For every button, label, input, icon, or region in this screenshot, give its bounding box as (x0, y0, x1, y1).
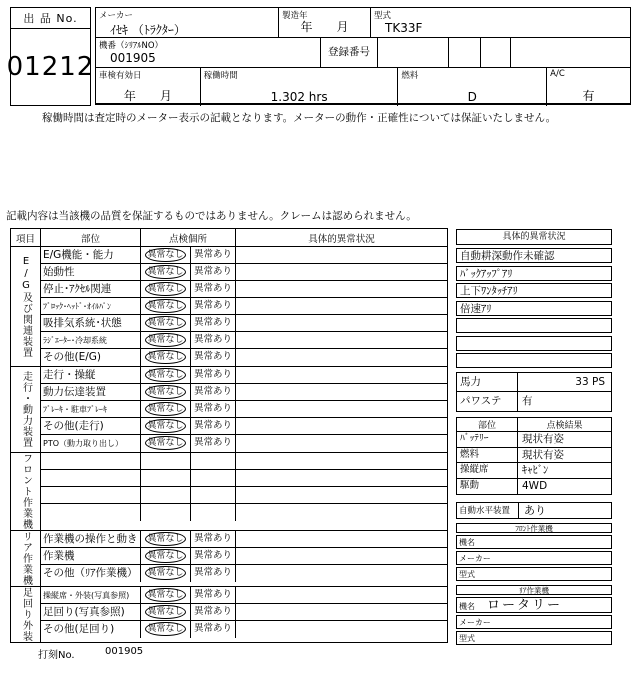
rear-implement-section (456, 585, 612, 645)
ok-cell (141, 332, 191, 348)
part-cell: ﾌﾞﾛｯｸ･ﾍｯﾄﾞ･ｵｲﾙﾊﾟﾝ (41, 298, 141, 314)
inspection-group-rows (41, 587, 447, 642)
detail-cell (236, 487, 447, 503)
inspection-row (41, 453, 447, 470)
rear-implement-row (456, 597, 612, 613)
abnormal-remarks-header: 具体的異常状況 (456, 229, 612, 245)
inspection-row (41, 401, 447, 418)
ok-cell (141, 281, 191, 297)
check-result-row (457, 479, 611, 495)
auto-level-label: 自動水平装置 (457, 503, 519, 518)
ok-cell (141, 418, 191, 434)
ok-cell (141, 487, 191, 503)
check-result-value: 現状有姿 (522, 433, 564, 445)
check-result-value: 現状有姿 (522, 448, 564, 461)
abnormal-none-mark: 異常なし (147, 387, 184, 397)
check-result-label: 駆動 (457, 479, 518, 495)
serial-label: 機番（ｼﾘｱﾙNO） (99, 41, 164, 51)
abnormal-present-cell: 異常あり (191, 281, 236, 297)
inspection-table (10, 228, 448, 643)
part-cell: PTO（動力取り出し） (41, 435, 141, 452)
front-implement-row-label: メーカー (459, 554, 491, 563)
abnormal-present-cell: 異常あり (191, 531, 236, 547)
inspection-row (41, 531, 447, 548)
abnormal-remark-item (456, 318, 612, 333)
front-implement-header: ﾌﾛﾝﾄ作業機 (456, 523, 612, 533)
abnormal-present-cell: 異常あり (191, 548, 236, 564)
detail-cell (236, 470, 447, 486)
abnormal-present-cell (191, 453, 236, 469)
rear-implement-row (456, 615, 612, 629)
inspection-group-rows (41, 531, 447, 586)
meter-disclaimer-note: 稼働時間は査定時のメーター表示の記載となります。メーターの動作・正確性については保証いたしません。 (42, 112, 557, 124)
registration-field-3 (481, 38, 511, 67)
inspection-group (11, 247, 447, 367)
inspection-row (41, 264, 447, 281)
detail-cell (236, 401, 447, 417)
abnormal-present-cell: 異常あり (191, 264, 236, 280)
front-implement-row (456, 567, 612, 581)
inspection-row (41, 332, 447, 349)
col-header-detail: 具体的異常状況 (308, 233, 375, 245)
col-header-check: 点検個所 (141, 229, 236, 246)
abnormal-none-mark: 異常なし (147, 438, 184, 448)
inspection-group (11, 367, 447, 453)
inspection-row (41, 548, 447, 565)
part-cell: 足回り(写真参照) (41, 604, 141, 620)
abnormal-present-cell (191, 504, 236, 521)
rear-implement-row-label: 型式 (459, 634, 475, 643)
abnormal-present-cell: 異常あり (191, 587, 236, 603)
abnormal-none-mark: 異常なし (147, 284, 184, 294)
serial-value: 001905 (110, 51, 156, 65)
abnormal-present-cell: 異常あり (191, 401, 236, 417)
check-result-value: 4WD (522, 479, 548, 492)
abnormal-none-mark: 異常なし (147, 318, 184, 328)
check-result-row (457, 432, 611, 448)
detail-cell (236, 435, 447, 452)
inspection-row (41, 281, 447, 298)
lot-number-box (6, 7, 95, 106)
mfg-year-label: 製造年 (282, 11, 308, 21)
abnormal-none-mark: 異常なし (147, 568, 184, 578)
inspection-row (41, 504, 447, 521)
horsepower-value: 33 PS (575, 376, 605, 388)
col-header-item: 項目 (11, 229, 41, 246)
ok-cell (141, 621, 191, 638)
auto-level-value: あり (524, 504, 546, 517)
inspection-group-rows (41, 247, 447, 366)
front-implement-row (456, 551, 612, 565)
result-part-header: 部位 (457, 418, 518, 431)
hours-value: 1.302 hrs (270, 90, 328, 104)
abnormal-none-mark: 異常なし (147, 404, 184, 414)
ok-cell (141, 247, 191, 263)
hours-label: 稼働時間 (203, 71, 238, 81)
check-result-label: 操縦席 (457, 463, 518, 478)
part-cell: 操縦席・外装(写真参照) (41, 587, 141, 603)
detail-cell (236, 418, 447, 434)
inspection-group-label: 走行・動力装置 (11, 367, 41, 452)
spec-table (456, 372, 612, 412)
check-result-table (456, 417, 612, 495)
shaken-label: 車検有効日 (99, 71, 142, 81)
part-cell: ﾌﾞﾚｰｷ・駐車ﾌﾞﾚｰｷ (41, 401, 141, 417)
part-cell (41, 470, 141, 486)
rear-implement-row-value: ロータリー (487, 598, 563, 613)
mfg-year-value: 年 月 (300, 20, 349, 34)
part-cell: その他(E/G) (41, 349, 141, 366)
detail-cell (236, 531, 447, 547)
part-cell: 作業機の操作と動き (41, 531, 141, 547)
part-cell (41, 453, 141, 469)
registration-field-4 (511, 38, 630, 67)
part-cell: その他(走行) (41, 418, 141, 434)
mfg-year-cell (279, 8, 371, 37)
stamp-number-label: 打刻No. (38, 650, 75, 661)
ok-cell (141, 587, 191, 603)
abnormal-present-cell: 異常あり (191, 604, 236, 620)
power-steering-row (457, 392, 611, 411)
ok-cell (141, 367, 191, 383)
inspection-table-header (11, 229, 447, 247)
inspection-group-rows (41, 453, 447, 530)
abnormal-none-mark: 異常なし (147, 534, 184, 544)
inspection-row (41, 565, 447, 582)
inspection-row (41, 384, 447, 401)
abnormal-remark-item (456, 336, 612, 351)
maker-value: ｲｾｷ （ﾄﾗｸﾀｰ） (110, 23, 186, 37)
abnormal-remark-item: 上下ﾜﾝﾀｯﾁｱﾘ (456, 283, 612, 298)
abnormal-remark-item: 倍速ｱﾘ (456, 301, 612, 316)
abnormal-none-mark: 異常なし (147, 624, 184, 634)
ok-cell (141, 298, 191, 314)
part-cell (41, 487, 141, 503)
ok-cell (141, 435, 191, 452)
detail-cell (236, 453, 447, 469)
inspection-row (41, 298, 447, 315)
front-implement-section (456, 523, 612, 581)
detail-cell (236, 298, 447, 314)
abnormal-present-cell: 異常あり (191, 621, 236, 638)
power-steering-value: 有 (522, 395, 533, 407)
detail-cell (236, 384, 447, 400)
check-result-header (457, 418, 611, 432)
detail-cell (236, 604, 447, 620)
part-cell: 作業機 (41, 548, 141, 564)
detail-cell (236, 247, 447, 263)
registration-field-2 (449, 38, 481, 67)
inspection-row (41, 470, 447, 487)
stamp-number-value: 001905 (105, 646, 144, 657)
check-result-value: ｷｬﾋﾞﾝ (522, 464, 549, 476)
ok-cell (141, 453, 191, 469)
part-cell: ﾗｼﾞｴｰﾀｰ･冷却系統 (41, 332, 141, 348)
abnormal-none-mark: 異常なし (147, 551, 184, 561)
inspection-group (11, 453, 447, 531)
abnormal-none-mark: 異常なし (147, 352, 184, 362)
ok-cell (141, 548, 191, 564)
fuel-cell (398, 68, 547, 106)
ac-cell (547, 68, 630, 106)
ok-cell (141, 349, 191, 366)
detail-cell (236, 349, 447, 366)
horsepower-row (457, 373, 611, 392)
detail-cell (236, 621, 447, 638)
check-result-label: 燃料 (457, 448, 518, 463)
abnormal-none-mark: 異常なし (147, 301, 184, 311)
abnormal-remark-item: ﾊﾞｯｸｱｯﾌﾟｱﾘ (456, 266, 612, 281)
detail-cell (236, 315, 447, 331)
detail-cell (236, 504, 447, 521)
inspection-group-label: E/G及び関連装置 (11, 247, 41, 366)
abnormal-present-cell: 異常あり (191, 349, 236, 366)
ok-cell (141, 264, 191, 280)
auto-level-row (456, 502, 612, 519)
part-cell: 吸排気系統･状態 (41, 315, 141, 331)
abnormal-none-mark: 異常なし (147, 370, 184, 380)
check-result-row (457, 463, 611, 479)
col-header-part: 部位 (41, 229, 141, 246)
model-value: TK33F (385, 21, 423, 35)
abnormal-none-mark: 異常なし (147, 335, 184, 345)
inspection-row (41, 349, 447, 366)
inspection-row (41, 587, 447, 604)
part-cell: E/G機能・能力 (41, 247, 141, 263)
abnormal-present-cell: 異常あり (191, 332, 236, 348)
rear-implement-row-label: 機名 (459, 602, 475, 611)
ok-cell (141, 504, 191, 521)
rear-implement-row (456, 631, 612, 645)
machine-info-table (95, 7, 631, 105)
ok-cell (141, 531, 191, 547)
part-cell: その他（ﾘｱ作業機） (41, 565, 141, 582)
check-result-row (457, 448, 611, 464)
abnormal-present-cell: 異常あり (191, 565, 236, 582)
inspection-group-label: フロント作業機 (11, 453, 41, 530)
abnormal-none-mark: 異常なし (147, 607, 184, 617)
power-steering-label: パワステ (457, 392, 518, 411)
check-result-label: ﾊﾞｯﾃﾘｰ (457, 432, 518, 447)
abnormal-remark-item: 自動耕深動作未確認 (456, 248, 612, 263)
abnormal-present-cell: 異常あり (191, 298, 236, 314)
part-cell: 動力伝達装置 (41, 384, 141, 400)
abnormal-present-cell: 異常あり (191, 384, 236, 400)
ok-cell (141, 401, 191, 417)
ok-cell (141, 470, 191, 486)
lot-number-label: 出 品 No. (11, 8, 90, 29)
rear-implement-row-label: メーカー (459, 618, 491, 627)
part-cell: その他(足回り) (41, 621, 141, 638)
detail-cell (236, 565, 447, 582)
front-implement-row-label: 型式 (459, 570, 475, 579)
ac-value: 有 (582, 89, 595, 103)
inspection-row (41, 315, 447, 332)
ok-cell (141, 604, 191, 620)
shaken-value: 年 月 (123, 89, 172, 103)
fuel-value: D (467, 90, 477, 104)
detail-cell (236, 264, 447, 280)
registration-label: 登録番号 (328, 46, 370, 58)
inspection-group-label: 足回り外装 (11, 587, 41, 642)
abnormal-none-mark: 異常なし (147, 421, 184, 431)
inspection-group-rows (41, 367, 447, 452)
registration-field-1 (378, 38, 449, 67)
detail-cell (236, 548, 447, 564)
part-cell: 走行・操縦 (41, 367, 141, 383)
inspection-row (41, 487, 447, 504)
registration-label-cell (321, 38, 378, 67)
model-label: 型式 (374, 11, 392, 21)
front-implement-row-label: 機名 (459, 538, 475, 547)
ok-cell (141, 565, 191, 582)
shaken-cell (96, 68, 201, 106)
inspection-row (41, 621, 447, 638)
ok-cell (141, 315, 191, 331)
inspection-row (41, 435, 447, 452)
abnormal-present-cell (191, 487, 236, 503)
hours-cell (201, 68, 399, 106)
inspection-row (41, 367, 447, 384)
detail-cell (236, 587, 447, 603)
rear-implement-header: ﾘｱ作業機 (456, 585, 612, 595)
abnormal-none-mark: 異常なし (147, 590, 184, 600)
claim-disclaimer-note: 記載内容は当該機の品質を保証するものではありません。クレームは認められません。 (6, 210, 417, 222)
front-implement-row (456, 535, 612, 549)
maker-label: メーカー (99, 11, 133, 21)
abnormal-none-mark: 異常なし (147, 267, 184, 277)
inspection-row (41, 418, 447, 435)
abnormal-present-cell: 異常あり (191, 315, 236, 331)
inspection-group-label: リア作業機 (11, 531, 41, 586)
right-panel (456, 229, 612, 647)
part-cell (41, 504, 141, 521)
inspection-row (41, 247, 447, 264)
abnormal-present-cell: 異常あり (191, 418, 236, 434)
detail-cell (236, 281, 447, 297)
result-value-header: 点検結果 (546, 421, 583, 431)
ac-label: A/C (550, 69, 565, 79)
maker-cell (96, 8, 279, 37)
abnormal-present-cell: 異常あり (191, 247, 236, 263)
abnormal-present-cell: 異常あり (191, 435, 236, 452)
part-cell: 停止･ｱｸｾﾙ関連 (41, 281, 141, 297)
abnormal-remark-item (456, 353, 612, 368)
model-cell (371, 8, 630, 37)
inspection-row (41, 604, 447, 621)
ok-cell (141, 384, 191, 400)
detail-cell (236, 332, 447, 348)
horsepower-label: 馬力 (457, 373, 518, 391)
detail-cell (236, 367, 447, 383)
abnormal-present-cell (191, 470, 236, 486)
abnormal-present-cell: 異常あり (191, 367, 236, 383)
inspection-group (11, 531, 447, 587)
abnormal-none-mark: 異常なし (147, 250, 184, 260)
serial-cell (96, 38, 321, 67)
lot-number-value: 01212 (6, 52, 95, 82)
part-cell: 始動性 (41, 264, 141, 280)
fuel-label: 燃料 (401, 71, 419, 81)
inspection-group (11, 587, 447, 642)
